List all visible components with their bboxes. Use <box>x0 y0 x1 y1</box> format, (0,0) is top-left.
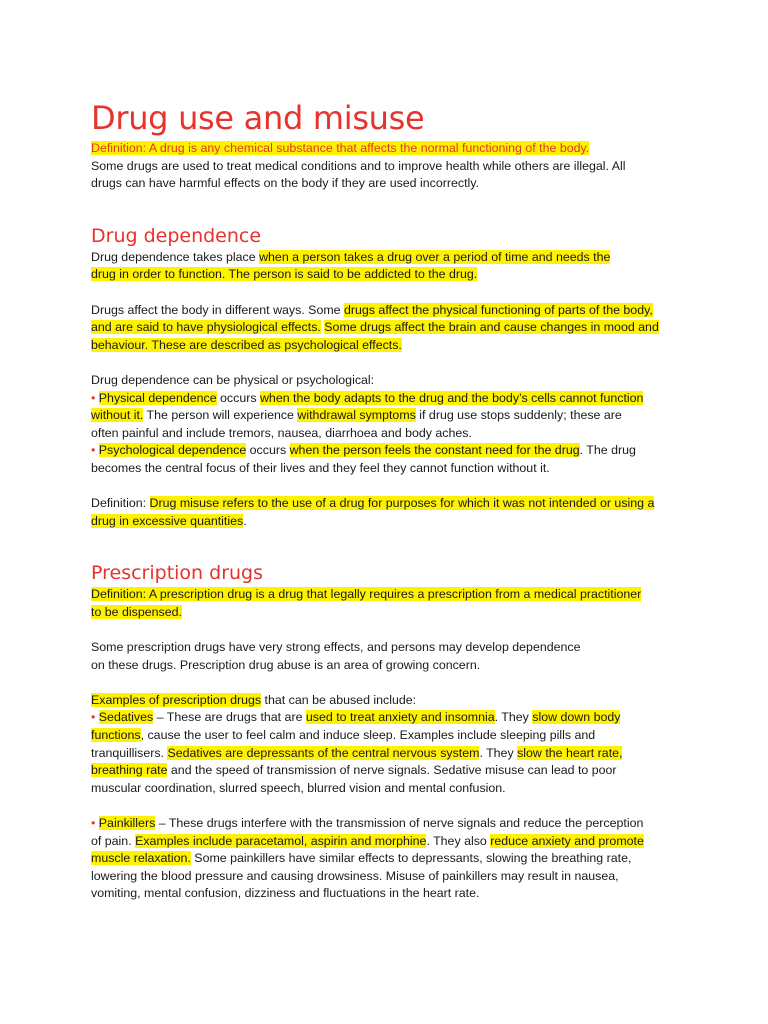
dependence-paragraph-1: Drug dependence takes place when a person takes a drug over a period of time and needs the drug in order to function. The person is said to be addicted to the drug. <box>91 249 611 282</box>
intro-paragraph: Some drugs are used to treat medical conditions and to improve health while others are illegal. All drugs can have harmful effects on the body if they are used incorrectly. <box>91 158 626 191</box>
section-heading-dependence: Drug dependence <box>91 224 262 247</box>
prescription-examples-intro: Examples of prescription drugs that can be abused include: <box>91 692 417 707</box>
definition-text: Definition: A drug is any chemical substance that affects the normal functioning of the body. <box>91 141 590 155</box>
list-item-painkillers: • Painkillers – These drugs interfere with the transmission of nerve signals and reduce the perception of pain. Examples include paracetamol, aspirin and morphine. They also reduce anxiety and promote muscle relaxation. Some painkillers have similar effects to depressants, slowing the breathing rate, lowering the blood pressure and causing drowsiness. Misuse of painkillers may result in nausea, vomiting, mental confusion, dizziness and fluctuations in the heart rate. <box>91 816 644 901</box>
section-heading-prescription: Prescription drugs <box>91 562 264 585</box>
list-item-physical-dependence: • Physical dependence occurs when the body adapts to the drug and the body’s cells cannot function without it. The person will experience withdrawal symptoms if drug use stops suddenly; these are often painful and include tremors, nausea, diarrhoea and body aches. <box>91 390 644 440</box>
dependence-paragraph-2: Drugs affect the body in different ways. Some drugs affect the physical functioning of parts of the body, and are said to have physiological effects. Some drugs affect the brain and cause changes in mood and behaviour. These are described as psychological effects. <box>91 302 659 352</box>
list-item-psychological-dependence: • Psychological dependence occurs when the person feels the constant need for the drug. The drug becomes the central focus of their lives and they feel they cannot function without it. <box>91 443 636 475</box>
bullet-icon: • <box>91 390 96 405</box>
prescription-definition: Definition: A prescription drug is a drug that legally requires a prescription from a medical practitioner to be dispensed. <box>91 587 642 619</box>
page-title: Drug use and misuse <box>91 99 425 137</box>
bullet-icon: • <box>91 816 96 830</box>
bullet-icon: • <box>91 710 96 725</box>
drug-misuse-definition: Definition: Drug misuse refers to the use of a drug for purposes for which it was not intended or using a drug in excessive quantities. <box>91 496 655 528</box>
intro-definition <box>91 140 681 158</box>
document-body <box>91 96 681 903</box>
dependence-types-intro: Drug dependence can be physical or psychological: <box>91 372 375 387</box>
list-item-sedatives: • Sedatives – These are drugs that are used to treat anxiety and insomnia. They slow down body functions, cause the user to feel calm and induce sleep. Examples include sleeping pills and tranquillisers. Sedatives are depressants of the central nervous system. They slow the heart rate, breathing rate and the speed of transmission of nerve signals. Sedative misuse can lead to poor muscular coordination, slurred speech, blurred vision and mental confusion. <box>91 710 623 795</box>
bullet-icon: • <box>91 443 96 458</box>
prescription-paragraph-1: Some prescription drugs have very strong effects, and persons may develop dependence on these drugs. Prescription drug abuse is an area of growing concern. <box>91 640 581 672</box>
